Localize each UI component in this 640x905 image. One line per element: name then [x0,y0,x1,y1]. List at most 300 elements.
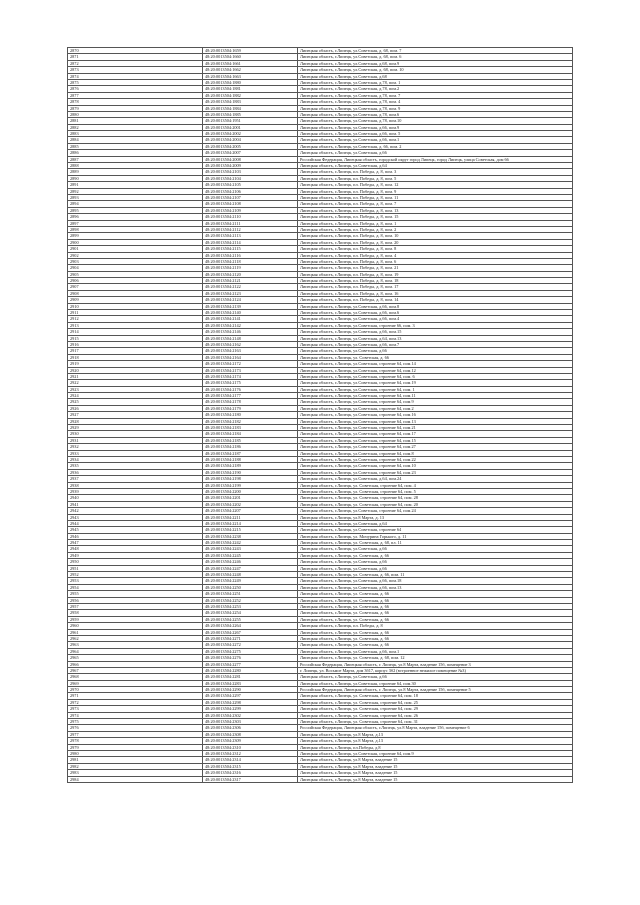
cadastral-number-cell: 48:20:0013504:2252 [203,597,298,603]
cadastral-number-cell: 48:20:0013504:2005 [203,143,298,149]
row-number-cell: 2937 [68,476,203,482]
row-number-cell: 2935 [68,463,203,469]
cadastral-number-cell: 48:20:0013504:2121 [203,278,298,284]
cadastral-number-cell: 48:20:0013504:2103 [203,169,298,175]
cadastral-number-cell: 48:20:0013504:2120 [203,271,298,277]
address-cell: г. Липецк, ул. Восьмое Марта, дом 3б17, корпус 3б2 (встроенное нежилое помещение №3) [298,667,573,673]
row-number-cell: 2977 [68,731,203,737]
address-cell: Липецкая область, г.Липецк, ул. Советская, д. 66 [298,591,573,597]
address-cell: Липецкая область, г.Липецк, ул.Советская, д.66 [298,559,573,565]
row-number-cell: 2949 [68,552,203,558]
cadastral-number-cell: 48:20:0013504:2198 [203,476,298,482]
address-cell: Липецкая область, г.Липецк, пл. Победы, д. 8, пом. 17 [298,284,573,290]
address-cell: Липецкая область, г.Липецк, ул.Советская, д.78, пом. 1 [298,79,573,85]
row-number-cell: 2870 [68,48,203,54]
row-number-cell: 2973 [68,706,203,712]
row-number-cell: 2878 [68,99,203,105]
address-cell: Липецкая область, г.Липецк, ул. Советская, д. 66 [298,616,573,622]
cadastral-number-cell: 48:20:0013504:2118 [203,258,298,264]
cadastral-number-cell: 48:20:0013504:2104 [203,175,298,181]
cadastral-number-cell: 48:20:0013504:1951 [203,118,298,124]
address-cell: Липецкая область, г.Липецк, ул.Советская, строение 64, пом.11 [298,393,573,399]
cadastral-number-cell: 48:20:0013504:2315 [203,763,298,769]
cadastral-number-cell: 48:20:0013504:2312 [203,750,298,756]
cadastral-number-cell: 48:20:0013504:2207 [203,508,298,514]
cadastral-number-cell: 48:20:0013504:2146 [203,329,298,335]
address-cell: Липецкая область, г.Липецк, ул.8 Марта, д.13 [298,731,573,737]
cadastral-number-cell: 48:20:0013504:2008 [203,156,298,162]
cadastral-number-cell: 48:20:0013504:1882 [203,92,298,98]
row-number-cell: 2954 [68,584,203,590]
address-cell: Липецкая область, г.Липецк, пл. Победы, д. 8, пом. 10 [298,233,573,239]
cadastral-number-cell: 48:20:0013504:2111 [203,220,298,226]
address-cell: Липецкая область, г.Липецк, ул.Советская, строение 64, пом. 1 [298,386,573,392]
row-number-cell: 2967 [68,667,203,673]
cadastral-number-cell: 48:20:0013504:2247 [203,565,298,571]
address-cell: Липецкая область, г.Липецк, пл. Победы, д. 8, пом. 19 [298,271,573,277]
address-cell: Липецкая область, г.Липецк, пл. Победы, д. 8, пом. 21 [298,265,573,271]
cadastral-number-cell: 48:20:0013504:2141 [203,316,298,322]
address-cell: Липецкая область, г.Липецк, ул.Советская, д.66 [298,674,573,680]
row-number-cell: 2932 [68,444,203,450]
property-table [67,47,573,783]
address-cell: Липецкая область, г.Липецк, ул.Советская, д.66 [298,348,573,354]
cadastral-number-cell: 48:20:0013504:2108 [203,201,298,207]
address-cell: Липецкая область, г.Липецк, ул.Советская, д.64 [298,520,573,526]
address-cell: Липецкая область, г.Липецк, ул.Советская, д.66, пом. 5 [298,131,573,137]
row-number-cell: 2875 [68,79,203,85]
row-number-cell: 2959 [68,616,203,622]
row-number-cell: 2871 [68,54,203,60]
row-number-cell: 2888 [68,163,203,169]
row-number-cell: 2901 [68,246,203,252]
row-number-cell: 2897 [68,220,203,226]
row-number-cell: 2982 [68,763,203,769]
address-cell: Липецкая область, г.Липецк, ул.Советская, д.66, пом.9 [298,124,573,130]
row-number-cell: 2976 [68,725,203,731]
row-number-cell: 2974 [68,712,203,718]
address-cell: Липецкая область, г.Липецк, ул. Мичурина Горького, д. 11 [298,533,573,539]
address-cell: Липецкая область, г.Липецк, ул.8 Марта, д. 13 [298,514,573,520]
cadastral-number-cell: 48:20:0013504:2177 [203,393,298,399]
address-cell: Липецкая область, г.Липецк, пл. Победы, д. 8, пом. 3 [298,169,573,175]
row-number-cell: 2906 [68,278,203,284]
row-number-cell: 2981 [68,757,203,763]
cadastral-number-cell: 48:20:0013504:1660 [203,54,298,60]
cadastral-number-cell: 48:20:0013504:2107 [203,194,298,200]
cadastral-number-cell: 48:20:0013504:2172 [203,361,298,367]
row-number-cell: 2969 [68,680,203,686]
row-number-cell: 2902 [68,252,203,258]
row-number-cell: 2951 [68,565,203,571]
cadastral-number-cell: 48:20:0013504:1659 [203,48,298,54]
row-number-cell: 2892 [68,188,203,194]
row-number-cell: 2941 [68,501,203,507]
address-cell: Липецкая область, г.Липецк, ул. Советская, строение 64, пом. 5 [298,488,573,494]
row-number-cell: 2905 [68,271,203,277]
address-cell: Липецкая область, г.Липецк, ул. Советская, строение 64, пом. 18 [298,693,573,699]
address-cell: Липецкая область, г.Липецк, пл. Победы, д. 8, пом. 6 [298,258,573,264]
row-number-cell: 2923 [68,386,203,392]
address-cell: Липецкая область, г.Липецк, ул.Советская, д. 68, пом. 7 [298,48,573,54]
row-number-cell: 2931 [68,437,203,443]
row-number-cell: 2955 [68,591,203,597]
address-cell: Липецкая область, г.Липецк, ул. Советская, строение 64, пом. 25 [298,699,573,705]
address-cell: Липецкая область, г.Липецк, ул.Советская, строение 64 [298,527,573,533]
address-cell: Липецкая область, г.Липецк, ул.Советская, д.66 [298,546,573,552]
address-cell: Липецкая область, г.Липецк, ул.8 Марта, владение 15 [298,770,573,776]
address-cell: Липецкая область, г.Липецк, ул. Советская, д. 66, пом. 11 [298,572,573,578]
document-page [67,47,573,783]
cadastral-number-cell: 48:20:0013504:2124 [203,297,298,303]
row-number-cell: 2919 [68,361,203,367]
row-number-cell: 2921 [68,373,203,379]
cadastral-number-cell: 48:20:0013504:2163 [203,348,298,354]
row-number-cell: 2975 [68,719,203,725]
row-number-cell: 2971 [68,693,203,699]
cadastral-number-cell: 48:20:0013504:2275 [203,648,298,654]
cadastral-number-cell: 48:20:0013504:2253 [203,603,298,609]
row-number-cell: 2914 [68,329,203,335]
row-number-cell: 2961 [68,629,203,635]
address-cell: Липецкая область, г.Липецк, ул.Советская, д.66, пом.8 [298,303,573,309]
row-number-cell: 2980 [68,750,203,756]
table-body [68,48,573,783]
table-row [68,776,573,782]
address-cell: Липецкая область, г.Липецк, ул.Советская, д.66, пом.6 [298,310,573,316]
address-cell: Липецкая область, г.Липецк, ул. Советская, д. 68, пом. 12 [298,655,573,661]
address-cell: Российская Федерация, Липецкая область, г. Липецк, ул.8 Марта, владение 15б, помещение 3 [298,661,573,667]
row-number-cell: 2884 [68,137,203,143]
row-number-cell: 2924 [68,393,203,399]
cadastral-number-cell: 48:20:0013504:2110 [203,214,298,220]
row-number-cell: 2968 [68,674,203,680]
address-cell: Липецкая область, г.Липецк, пл. Победы, д. 8, пом. 12 [298,182,573,188]
cadastral-number-cell: 48:20:0013504:2009 [203,163,298,169]
row-number-cell: 2978 [68,738,203,744]
row-number-cell: 2893 [68,194,203,200]
address-cell: Липецкая область, г.Липецк, ул.8 Марта, д.13 [298,738,573,744]
address-cell: Липецкая область, г.Липецк, ул.Советская, д.66 [298,150,573,156]
row-number-cell: 2896 [68,214,203,220]
address-cell: Липецкая область, г.Липецк, ул. Советская, строение 64, пом. 28 [298,495,573,501]
cadastral-number-cell: 48:20:0013504:1880 [203,79,298,85]
cadastral-number-cell: 48:20:0013504:2001 [203,124,298,130]
cadastral-number-cell: 48:20:0013504:2254 [203,610,298,616]
cadastral-number-cell: 48:20:0013504:1883 [203,99,298,105]
cadastral-number-cell: 48:20:0013504:2214 [203,520,298,526]
address-cell: Липецкая область, г.Липецк, пл. Победы, д. 8, пом. 18 [298,278,573,284]
address-cell: Липецкая область, г.Липецк, пл. Победы, д. 8, пом. 2 [298,226,573,232]
address-cell: Липецкая область, г.Липецк, ул.Советская, д.66, пом.1 [298,137,573,143]
cadastral-number-cell: 48:20:0013504:2245 [203,552,298,558]
address-cell: Липецкая область, г.Липецк, ул.Советская, д.66 [298,565,573,571]
address-cell: Липецкая область, г.Липецк, пл. Победы, д. 8, пом. 5 [298,175,573,181]
address-cell: Липецкая область, г.Липецк, ул.Советская, строение 64, пом.13 [298,418,573,424]
row-number-cell: 2952 [68,572,203,578]
row-number-cell: 2944 [68,520,203,526]
address-cell: Липецкая область, г.Липецк, ул.Советская, д. 68, пом. 10 [298,67,573,73]
row-number-cell: 2933 [68,450,203,456]
cadastral-number-cell: 48:20:0013504:1881 [203,86,298,92]
cadastral-number-cell: 48:20:0013504:2184 [203,431,298,437]
row-number-cell: 2881 [68,118,203,124]
cadastral-number-cell: 48:20:0013504:2199 [203,482,298,488]
cadastral-number-cell: 48:20:0013504:2309 [203,738,298,744]
row-number-cell: 2940 [68,495,203,501]
cadastral-number-cell: 48:20:0013504:2106 [203,188,298,194]
cadastral-number-cell: 48:20:0013504:2183 [203,425,298,431]
row-number-cell: 2929 [68,425,203,431]
address-cell: Липецкая область, г.Липецк, пл. Победы, д. 8, пом. 4 [298,252,573,258]
address-cell: Липецкая область, г.Липецк, ул.Советская, д.78, пом.10 [298,118,573,124]
cadastral-number-cell: 48:20:0013504:2201 [203,495,298,501]
address-cell: Липецкая область, г.Липецк, пл. Победы, д. 8, пом. 11 [298,194,573,200]
row-number-cell: 2957 [68,603,203,609]
cadastral-number-cell: 48:20:0013504:2179 [203,405,298,411]
address-cell: Липецкая область, г.Липецк, ул.Советская, д.78, пом. 7 [298,92,573,98]
row-number-cell: 2965 [68,655,203,661]
cadastral-number-cell: 48:20:0013504:2004 [203,137,298,143]
cadastral-number-cell: 48:20:0013504:2112 [203,226,298,232]
row-number-cell: 2882 [68,124,203,130]
cadastral-number-cell: 48:20:0013504:2238 [203,533,298,539]
row-number-cell: 2916 [68,341,203,347]
cadastral-number-cell: 48:20:0013504:2250 [203,584,298,590]
cadastral-number-cell: 48:20:0013504:1663 [203,73,298,79]
address-cell: Липецкая область, г.Липецк, ул.Советская, д.78, пом. 4 [298,99,573,105]
address-cell: Липецкая область, г.Липецк, ул.Советская, д.78, пом.6 [298,111,573,117]
row-number-cell: 2966 [68,661,203,667]
cadastral-number-cell: 48:20:0013504:2290 [203,687,298,693]
cadastral-number-cell: 48:20:0013504:2162 [203,341,298,347]
address-cell: Липецкая область, г.Липецк, ул.Советская, д.78, пом. 9 [298,105,573,111]
cadastral-number-cell: 48:20:0013504:2255 [203,616,298,622]
row-number-cell: 2958 [68,610,203,616]
address-cell: Липецкая область, г.Липецк, ул.Советская, д.66, пом.7 [298,341,573,347]
row-number-cell: 2962 [68,635,203,641]
row-number-cell: 2972 [68,699,203,705]
cadastral-number-cell: 48:20:0013504:2176 [203,386,298,392]
cadastral-number-cell: 48:20:0013504:2139 [203,303,298,309]
cadastral-number-cell: 48:20:0013504:2272 [203,642,298,648]
row-number-cell: 2887 [68,156,203,162]
address-cell: Липецкая область, г.Липецк, пл. Победы, д. 8, пом. 16 [298,290,573,296]
cadastral-number-cell: 48:20:0013504:2187 [203,450,298,456]
cadastral-number-cell: 48:20:0013504:2190 [203,469,298,475]
row-number-cell: 2922 [68,380,203,386]
cadastral-number-cell: 48:20:0013504:2002 [203,131,298,137]
cadastral-number-cell: 48:20:0013504:2280 [203,667,298,673]
address-cell: Липецкая область, г.Липецк, ул. Советская, строение 64, пом. 31 [298,719,573,725]
address-cell: Российская Федерация, Липецкая область, городской округ город Липецк, город Липецк, улица Советская, дом 66 [298,156,573,162]
row-number-cell: 2926 [68,405,203,411]
row-number-cell: 2927 [68,412,203,418]
cadastral-number-cell: 48:20:0013504:2246 [203,559,298,565]
cadastral-number-cell: 48:20:0013504:2242 [203,540,298,546]
cadastral-number-cell: 48:20:0013504:2148 [203,335,298,341]
cadastral-number-cell: 48:20:0013504:2200 [203,488,298,494]
row-number-cell: 2894 [68,201,203,207]
cadastral-number-cell: 48:20:0013504:2314 [203,757,298,763]
address-cell: Липецкая область, г.Липецк, ул.Советская, строение 66, пом. 3 [298,322,573,328]
cadastral-number-cell: 48:20:0013504:2119 [203,265,298,271]
row-number-cell: 2891 [68,182,203,188]
address-cell: Липецкая область, г.Липецк, пл. Победы, д. 8, пом. 14 [298,297,573,303]
row-number-cell: 2908 [68,290,203,296]
row-number-cell: 2970 [68,687,203,693]
row-number-cell: 2942 [68,508,203,514]
row-number-cell: 2889 [68,169,203,175]
row-number-cell: 2883 [68,131,203,137]
cadastral-number-cell: 48:20:0013504:2215 [203,527,298,533]
row-number-cell: 2983 [68,770,203,776]
row-number-cell: 2963 [68,642,203,648]
address-cell: Липецкая область, г.Липецк, ул. Советская, строение 64, пом. 4 [298,482,573,488]
cadastral-number-cell: 48:20:0013504:2283 [203,680,298,686]
address-cell: Липецкая область, г.Липецк, пл. Победы, д. 8, пом. 9 [298,188,573,194]
address-cell: Липецкая область, г.Липецк, ул.Советская, д.66, пом.15 [298,329,573,335]
address-cell: Липецкая область, г.Липецк, ул.Советская, д.66, пом.18 [298,578,573,584]
address-cell: Липецкая область, г.Липецк, ул.Советская, д.64, пом.13 [298,335,573,341]
cadastral-number-cell: 48:20:0013504:2303 [203,719,298,725]
row-number-cell: 2873 [68,67,203,73]
cadastral-number-cell: 48:20:0013504:2164 [203,354,298,360]
cadastral-number-cell: 48:20:0013504:2316 [203,770,298,776]
address-cell: Липецкая область, г.Липецк, ул.Советская, строение 64, пом.12 [298,367,573,373]
cadastral-number-cell: 48:20:0013504:2115 [203,246,298,252]
cadastral-number-cell: 48:20:0013504:2178 [203,399,298,405]
row-number-cell: 2874 [68,73,203,79]
address-cell: Липецкая область, г.Липецк, ул. Советская, д. 66 [298,552,573,558]
address-cell: Липецкая область, г.Липецк, ул.Советская, строение 64, пом.19 [298,380,573,386]
cadastral-number-cell: 48:20:0013504:2281 [203,674,298,680]
row-number-cell: 2946 [68,533,203,539]
address-cell: Российская Федерация, Липецкая область, г.Липецк, ул.8 Марта, владение 15б, помещение 6 [298,725,573,731]
row-number-cell: 2912 [68,316,203,322]
cadastral-number-cell: 48:20:0013504:2298 [203,699,298,705]
row-number-cell: 2928 [68,418,203,424]
row-number-cell: 2934 [68,457,203,463]
cadastral-number-cell: 48:20:0013504:1884 [203,105,298,111]
address-cell: Липецкая область, г.Липецк, ул. Советская, д. 68, пл. 11 [298,540,573,546]
cadastral-number-cell: 48:20:0013504:2267 [203,629,298,635]
address-cell: Липецкая область, г.Липецк, ул. Советская, д. 66 [298,629,573,635]
row-number-cell: 2885 [68,143,203,149]
address-cell: Липецкая область, г.Липецк, ул.Советская, строение 64, пом.17 [298,431,573,437]
address-cell: Липецкая область, г.Липецк, ул.Советская, д. 68, пом. 6 [298,54,573,60]
row-number-cell: 2984 [68,776,203,782]
row-number-cell: 2936 [68,469,203,475]
address-cell: Липецкая область, г.Липецк, ул.Советская, строение 64, пом.8 [298,450,573,456]
row-number-cell: 2956 [68,597,203,603]
cadastral-number-cell: 48:20:0013504:2175 [203,380,298,386]
row-number-cell: 2880 [68,111,203,117]
address-cell: Липецкая область, г.Липецк, ул. Советская, д. 66 [298,603,573,609]
row-number-cell: 2925 [68,399,203,405]
cadastral-number-cell: 48:20:0013504:2248 [203,572,298,578]
row-number-cell: 2900 [68,239,203,245]
address-cell: Липецкая область, г.Липецк, ул.Советская, строение 64, пом.23 [298,469,573,475]
cadastral-number-cell: 48:20:0013504:2173 [203,367,298,373]
row-number-cell: 2904 [68,265,203,271]
address-cell: Липецкая область, г.Липецк, ул.Советская, строение 64, пом.30 [298,680,573,686]
cadastral-number-cell: 48:20:0013504:2277 [203,661,298,667]
address-cell: Липецкая область, г.Липецк, ул. Советская, д. 66 [298,597,573,603]
cadastral-number-cell: 48:20:0013504:2211 [203,514,298,520]
row-number-cell: 2918 [68,354,203,360]
row-number-cell: 2950 [68,559,203,565]
row-number-cell: 2960 [68,623,203,629]
address-cell: Липецкая область, г.Липецк, пл. Победы, д. 8, пом. 1 [298,220,573,226]
cadastral-number-cell: 48:20:0013504:2299 [203,706,298,712]
address-cell: Липецкая область, г.Липецк, ул.Советская, д.64, пом.24 [298,476,573,482]
row-number-cell: 2964 [68,648,203,654]
address-cell: Липецкая область, г.Липецк, ул. Советская, д. 66 [298,635,573,641]
cadastral-number-cell: 48:20:0013504:2185 [203,437,298,443]
row-number-cell: 2886 [68,150,203,156]
cadastral-number-cell: 48:20:0013504:2251 [203,591,298,597]
address-cell: Липецкая область, г.Липецк, ул.Советская, д.68 [298,73,573,79]
address-cell: Липецкая область, г.Липецк, пл. Победы, д. 8, пом. 13 [298,207,573,213]
address-cell: Липецкая область, г.Липецк, ул. Советская, строение 64, пом. 26 [298,712,573,718]
address-cell: Липецкая область, г.Липецк, ул. Советская, строение 64, пом. 29 [298,706,573,712]
address-cell: Липецкая область, г.Липецк, ул.Советская, строение 64, пом.9 [298,750,573,756]
cadastral-number-cell: 48:20:0013504:2317 [203,776,298,782]
address-cell: Липецкая область, г.Липецк, пл. Победы, д. 8, пом. 15 [298,214,573,220]
cadastral-number-cell: 48:20:0013504:2180 [203,412,298,418]
address-cell: Липецкая область, г.Липецк, ул.Советская, строение 64, пом.24 [298,508,573,514]
address-cell: Липецкая область, г.Липецк, ул.8 Марта, владение 15 [298,776,573,782]
row-number-cell: 2899 [68,233,203,239]
row-number-cell: 2920 [68,367,203,373]
cadastral-number-cell: 48:20:0013504:2186 [203,444,298,450]
row-number-cell: 2907 [68,284,203,290]
cadastral-number-cell: 48:20:0013504:2007 [203,150,298,156]
row-number-cell: 2877 [68,92,203,98]
cadastral-number-cell: 48:20:0013504:2202 [203,501,298,507]
address-cell: Липецкая область, г.Липецк, пл.Победы, д.8 [298,744,573,750]
address-cell: Липецкая область, г.Липецк, пл. Победы, д. 8, пом. 7 [298,201,573,207]
address-cell: Липецкая область, г.Липецк, ул.Советская, строение 64, пом.2 [298,405,573,411]
cadastral-number-cell: 48:20:0013504:2114 [203,239,298,245]
cadastral-number-cell: 48:20:0013504:2310 [203,744,298,750]
address-cell: Липецкая область, г.Липецк, ул.Советская, д.64 [298,163,573,169]
row-number-cell: 2943 [68,514,203,520]
row-number-cell: 2915 [68,335,203,341]
cadastral-number-cell: 48:20:0013504:2188 [203,457,298,463]
row-number-cell: 2879 [68,105,203,111]
row-number-cell: 2938 [68,482,203,488]
address-cell: Липецкая область, г.Липецк, ул.Советская, строение 64, пом.14 [298,361,573,367]
cadastral-number-cell: 48:20:0013504:2109 [203,207,298,213]
row-number-cell: 2913 [68,322,203,328]
address-cell: Липецкая область, г.Липецк, ул.8 Марта, владение 15 [298,763,573,769]
row-number-cell: 2947 [68,540,203,546]
cadastral-number-cell: 48:20:0013504:2189 [203,463,298,469]
cadastral-number-cell: 48:20:0013504:1662 [203,67,298,73]
row-number-cell: 2917 [68,348,203,354]
row-number-cell: 2895 [68,207,203,213]
address-cell: Липецкая область, г.Липецк, ул.8 Марта, владение 15 [298,757,573,763]
address-cell: Липецкая область, г.Липецк, ул.Советская, строение 64, пом.22 [298,457,573,463]
cadastral-number-cell: 48:20:0013504:2113 [203,233,298,239]
address-cell: Липецкая область, г.Липецк, ул. Советская, строение 64, пом. 20 [298,501,573,507]
cadastral-number-cell: 48:20:0013504:1885 [203,111,298,117]
address-cell: Липецкая область, г.Липецк, ул.Советская, д.66, пом.4 [298,316,573,322]
address-cell: Липецкая область, г.Липецк, пл. Победы, д. 8, пом. 20 [298,239,573,245]
row-number-cell: 2953 [68,578,203,584]
